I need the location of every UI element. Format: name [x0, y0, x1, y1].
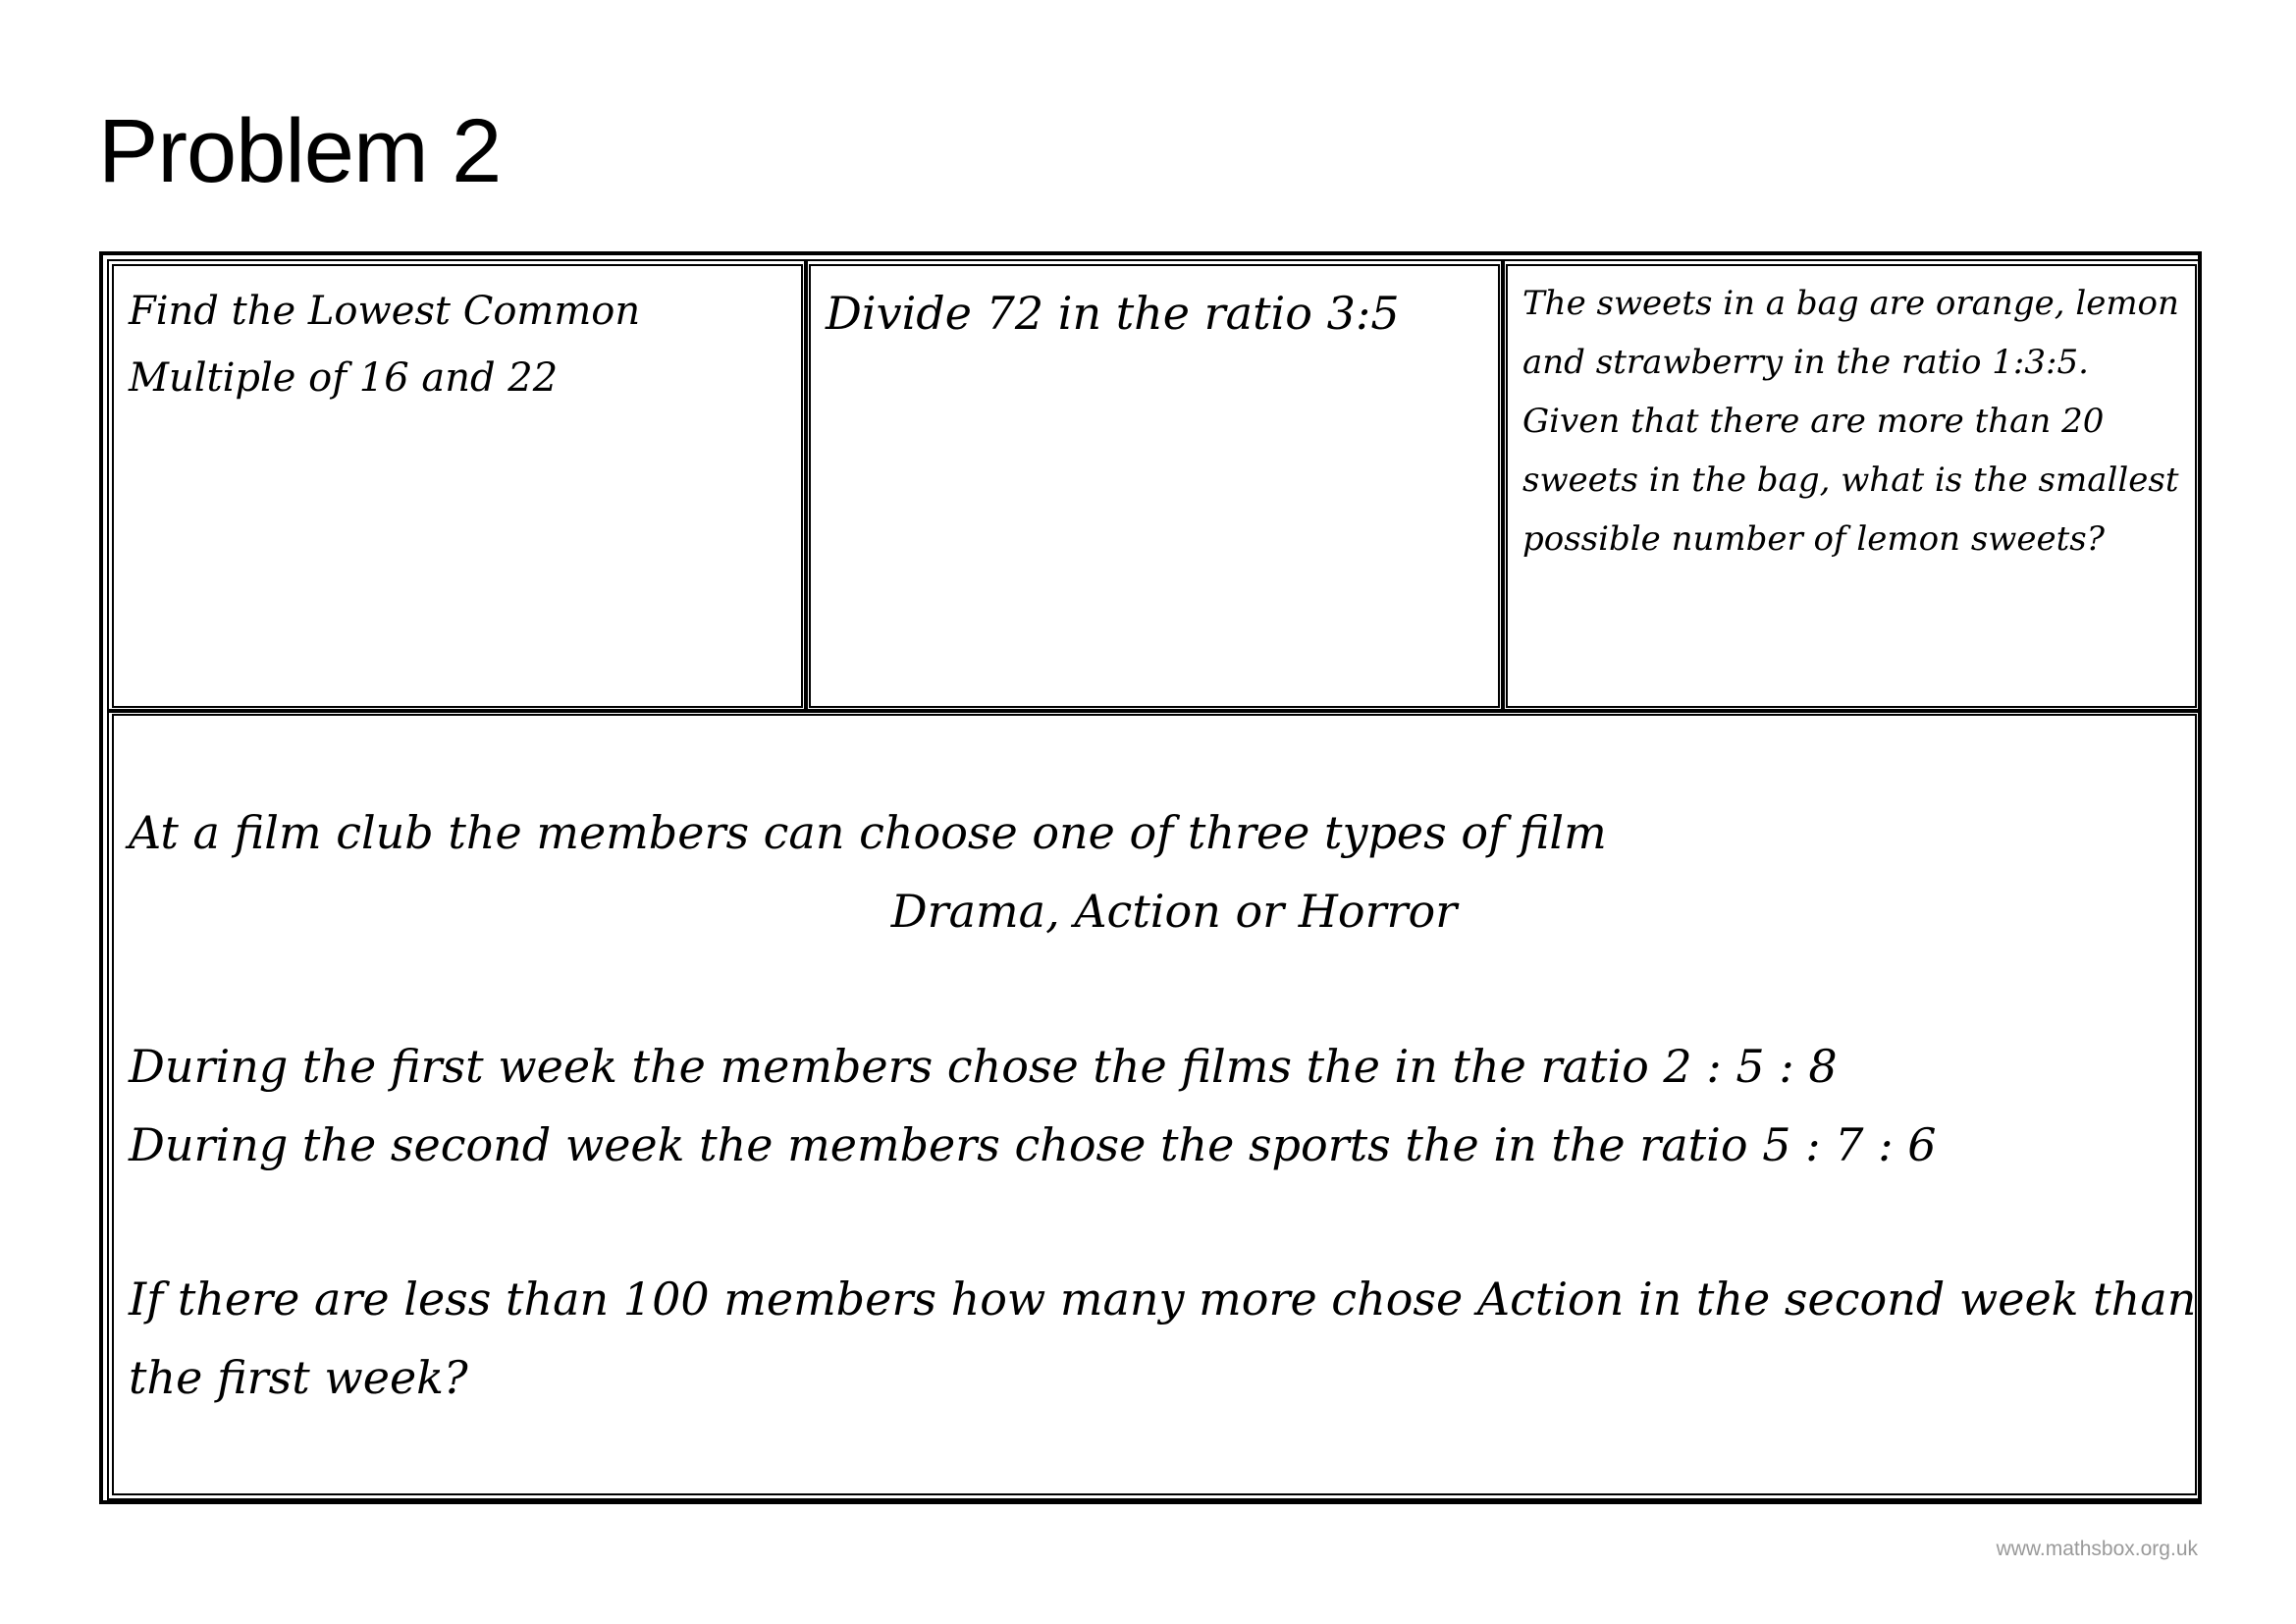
question-line: The sweets in a bag are orange, lemon [1522, 284, 2179, 323]
question-line: possible number of lemon sweets? [1522, 519, 2105, 559]
question-text-lcm [129, 278, 640, 411]
question-line: Multiple of 16 and 22 [129, 355, 559, 401]
question-text-ratio: Divide 72 in the ratio 3:5 [826, 287, 1400, 340]
film-club-intro: At a film club the members can choose one of three types of film [129, 806, 1607, 859]
footer-url: www.mathsbox.org.uk [1996, 1538, 2198, 1560]
question-cell-film-club [107, 709, 2202, 1500]
film-club-week1: During the first week the members chose the films the in the ratio 2 : 5 : 8 [129, 1040, 1838, 1093]
film-club-question-cont: the first week? [129, 1351, 468, 1404]
film-club-options: Drama, Action or Horror [890, 885, 1458, 938]
problem-grid [99, 251, 2202, 1504]
film-club-question: If there are less than 100 members how many more chose Action in the second week than [129, 1272, 2197, 1326]
question-line: Find the Lowest Common [129, 289, 641, 334]
question-cell-lcm [107, 259, 808, 713]
question-line: and strawberry in the ratio 1:3:5. [1522, 343, 2089, 382]
question-line: sweets in the bag, what is the smallest [1522, 460, 2179, 500]
question-line: Given that there are more than 20 [1522, 402, 2105, 441]
question-cell-sweets [1501, 259, 2202, 713]
question-text-sweets [1522, 274, 2179, 568]
page-title: Problem 2 [98, 101, 502, 201]
film-club-week2: During the second week the members chose the sports the in the ratio 5 : 7 : 6 [129, 1118, 1937, 1171]
question-cell-ratio [804, 259, 1505, 713]
